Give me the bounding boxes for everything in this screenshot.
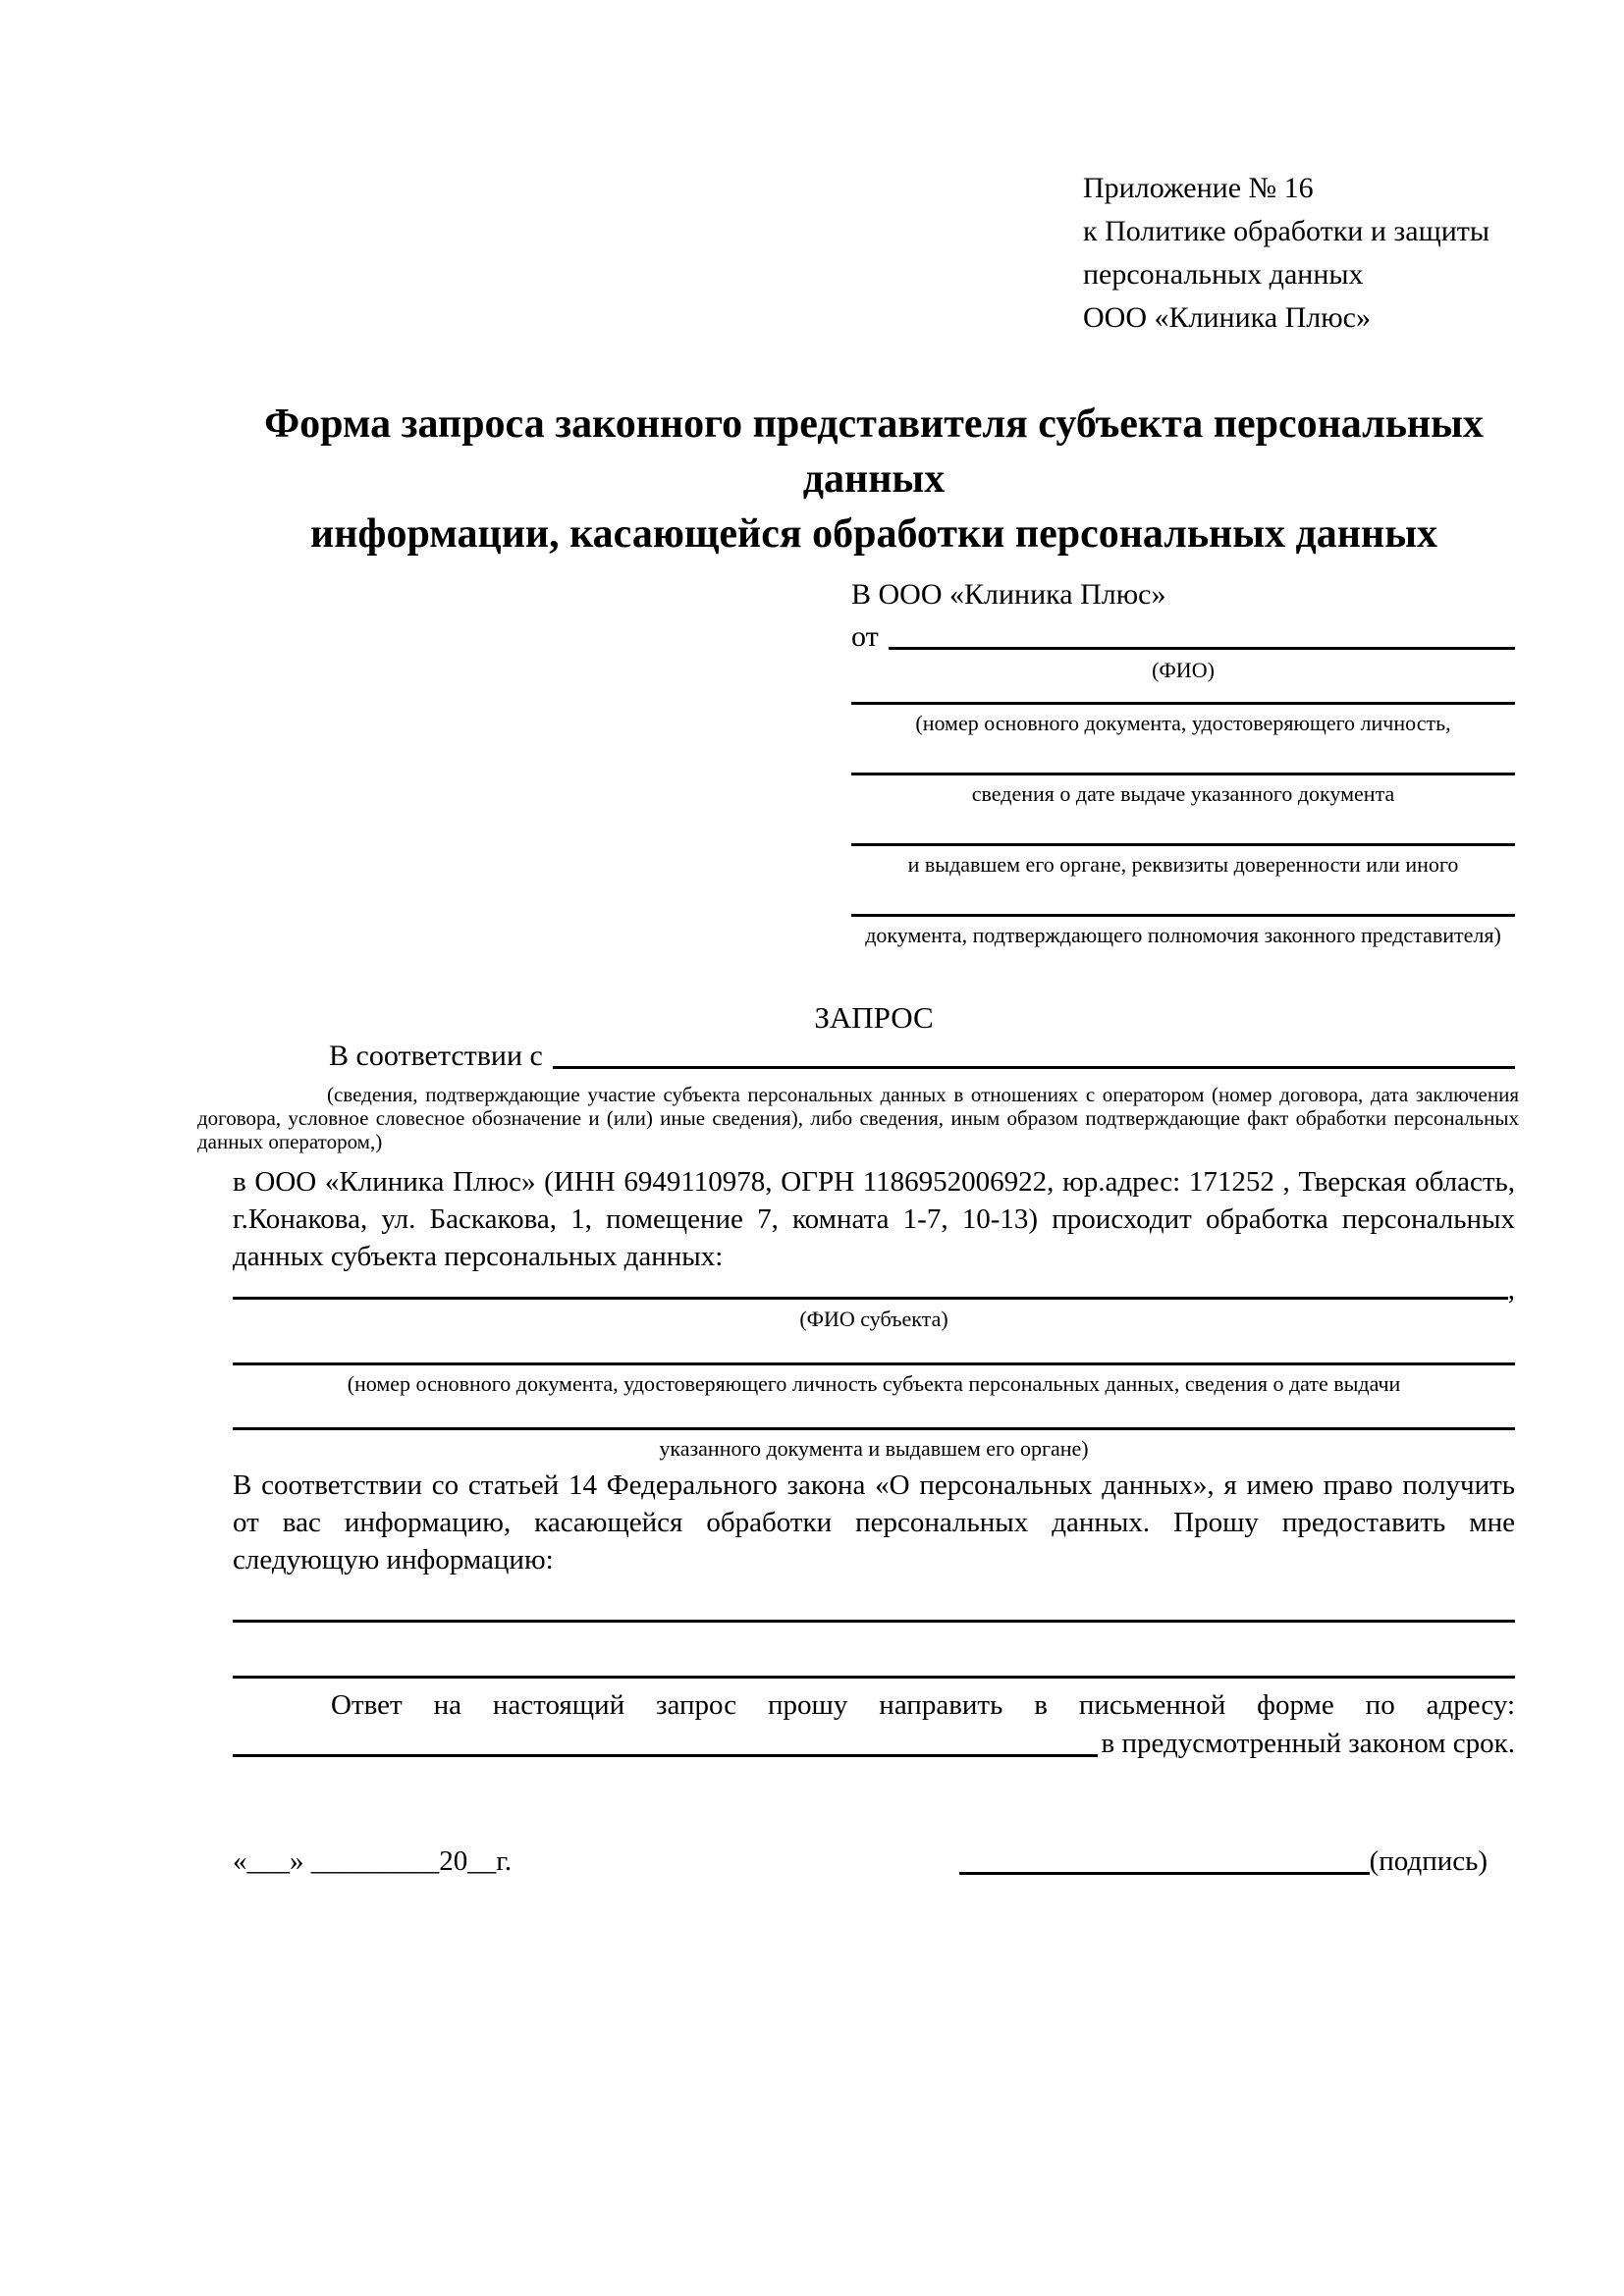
basis-field bbox=[233, 1038, 1515, 1075]
signature-footer bbox=[233, 1842, 1488, 1881]
subject-fio-caption: (ФИО субъекта) bbox=[799, 1307, 948, 1331]
fill-line bbox=[851, 914, 1515, 917]
information-fill-line bbox=[233, 1620, 1515, 1623]
representative-document-field bbox=[851, 773, 1515, 806]
subject-document-field bbox=[233, 1427, 1515, 1461]
from-field bbox=[851, 618, 1515, 656]
addressee-block bbox=[851, 575, 1515, 947]
law-paragraph: В соответствии со статьей 14 Федерального закона «О персональных данных», я имею право получить от вас информацию, касающейся обработки персональных данных. Прошу предоставить мне следующую информацию: bbox=[233, 1469, 1515, 1575]
field-caption: сведения о дате выдаче указанного документа bbox=[971, 781, 1395, 806]
field-caption: (номер основного документа, удостоверяющего личность, bbox=[915, 711, 1451, 735]
fill-line bbox=[851, 843, 1515, 846]
appendix-line: Приложение № 16 bbox=[1083, 172, 1314, 204]
signature-fill-line bbox=[959, 1872, 1370, 1875]
fill-line bbox=[233, 1427, 1515, 1430]
signature-field bbox=[959, 1842, 1488, 1881]
fill-line bbox=[851, 702, 1515, 705]
page-title-line-2: информации, касающейся обработки персональных данных bbox=[310, 511, 1437, 557]
from-label: от bbox=[851, 620, 879, 653]
field-caption: документа, подтверждающего полномочия законного представителя) bbox=[865, 923, 1501, 947]
fill-line bbox=[851, 773, 1515, 775]
basis-fine-print: (сведения, подтверждающие участие субъекта персональных данных в отношениях с оператором (номер договора, дата заключения договора, условное словесное обозначение и (или) иные сведения), либо сведения, иным образом подтверждающие факт обработки персональных данных оператором,) bbox=[197, 1083, 1519, 1153]
representative-document-field bbox=[851, 843, 1515, 877]
reply-paragraph: Ответ на настоящий запрос прошу направить в письменной форме по адресу: bbox=[331, 1689, 1515, 1721]
appendix-header bbox=[1083, 167, 1515, 340]
subject-fio-field bbox=[233, 1275, 1515, 1305]
appendix-line: персональных данных bbox=[1083, 258, 1364, 291]
request-heading: ЗАПРОС bbox=[814, 1000, 934, 1035]
information-fill-line bbox=[233, 1676, 1515, 1679]
fill-line bbox=[233, 1362, 1515, 1365]
document-content bbox=[197, 0, 1519, 1881]
page-title-line-1: Форма запроса законного представителя субъекта персональных данных bbox=[264, 401, 1484, 502]
reply-address-field bbox=[233, 1724, 1515, 1763]
date-field: «___» _________20__г. bbox=[233, 1845, 513, 1877]
from-fill-line bbox=[889, 647, 1515, 650]
operator-paragraph: в ООО «Клиника Плюс» (ИНН 6949110978, ОГРН 1186952006922, юр.адрес: 171252 , Тверская область, г.Конакова, ул. Баскакова, 1, помещение 7, комната 1-7, 10-13) происходит обработка персональных данных субъекта персональных данных: bbox=[233, 1166, 1515, 1272]
appendix-line: ООО «Клиника Плюс» bbox=[1083, 301, 1371, 334]
field-caption: указанного документа и выдавшем его органе) bbox=[659, 1436, 1089, 1461]
representative-document-field bbox=[851, 702, 1515, 735]
reply-address-fill-line bbox=[233, 1754, 1098, 1757]
reply-suffix: в предусмотренный законом срок. bbox=[1101, 1728, 1515, 1759]
basis-fill-line bbox=[553, 1066, 1515, 1069]
subject-document-field bbox=[233, 1362, 1515, 1396]
fio-caption: (ФИО) bbox=[1152, 658, 1215, 682]
subject-fio-fill-line bbox=[233, 1297, 1508, 1300]
representative-document-field bbox=[851, 914, 1515, 947]
addressee-to: В ООО «Клиника Плюс» bbox=[851, 578, 1166, 611]
field-caption: (номер основного документа, удостоверяющего личность субъекта персональных данных, сведения о дате выдачи bbox=[347, 1371, 1401, 1396]
field-caption: и выдавшем его органе, реквизиты доверенности или иного bbox=[907, 852, 1459, 877]
page-title bbox=[233, 397, 1515, 561]
appendix-line: к Политике обработки и защиты bbox=[1083, 215, 1490, 247]
basis-label: В соответствии с bbox=[329, 1040, 543, 1072]
signature-caption: (подпись) bbox=[1369, 1845, 1488, 1877]
subject-line-comma: , bbox=[1507, 1274, 1515, 1306]
